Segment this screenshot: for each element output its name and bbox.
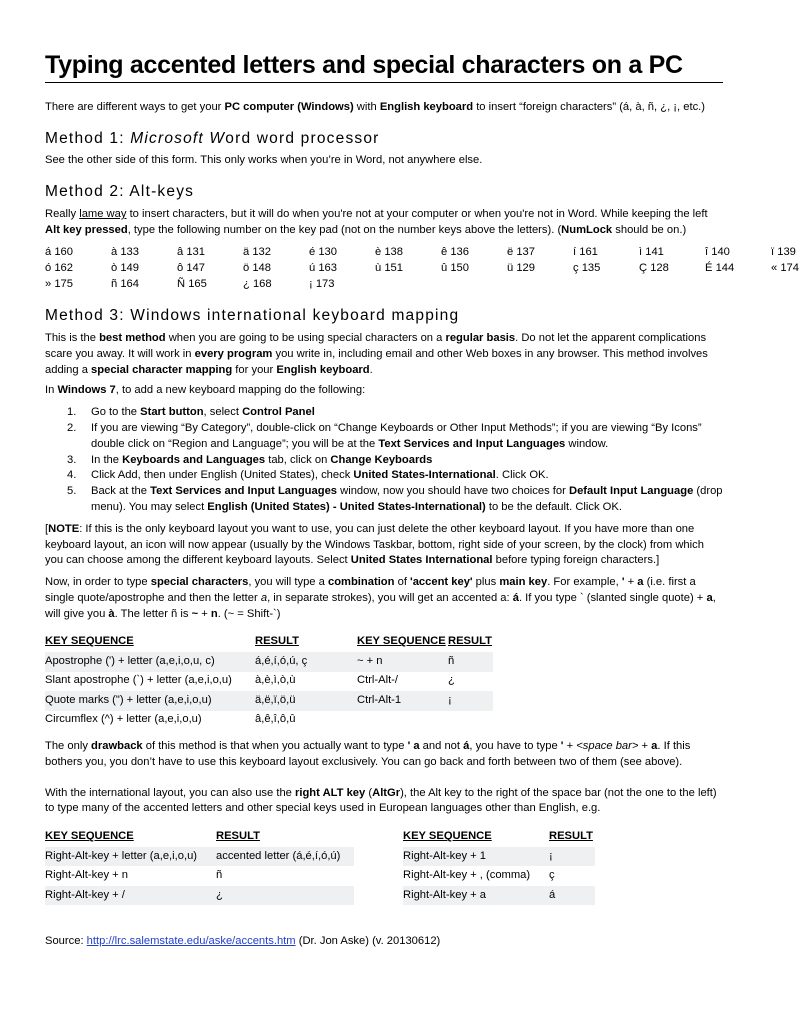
table-cell: ~ + n: [357, 652, 448, 672]
alt-code: ê 136: [441, 245, 469, 258]
column-header: KEY SEQUENCE: [403, 830, 492, 843]
alt-code: « 174: [771, 261, 799, 274]
table-cell: Quote marks (") + letter (a,e,i,o,u): [45, 691, 255, 711]
method1-heading: Method 1: Microsoft Word word processor: [45, 130, 380, 147]
table-cell: [448, 711, 493, 731]
drawback-paragraph: The only drawback of this method is that when you actually want to type ' a and not á, you have to type ' + <space bar> + a. If this bothers you, you don’t have to use this keyboard layout exclusively. You can go back and forth between two of them (see above).: [45, 740, 691, 768]
table-cell: Right-Alt-key + 1: [403, 847, 549, 867]
table-cell: ä,ë,ï,ö,ü: [255, 691, 357, 711]
table-row: [45, 886, 595, 906]
step-item: 3. In the Keyboards and Languages tab, click on Change Keyboards: [67, 453, 433, 466]
alt-code: ò 149: [111, 261, 139, 274]
altgr-paragraph: With the international layout, you can also use the right ALT key (AltGr), the Alt key to the right of the space bar (not the one to the left) to type many of the accented letters and other special keys used in European languages other than English, e.g.: [45, 786, 717, 815]
method3-heading: Method 3: Windows international keyboard mapping: [45, 307, 460, 324]
table-cell: Right-Alt-key + , (comma): [403, 869, 531, 882]
alt-code: ä 132: [243, 245, 271, 258]
table-cell: à,è,ì,ò,ù: [255, 674, 296, 687]
altgr-table: [45, 827, 595, 905]
steps-list: [45, 405, 723, 516]
table-row: [45, 866, 595, 886]
source-link[interactable]: http://lrc.salemstate.edu/aske/accents.htm: [86, 935, 296, 947]
alt-code: â 131: [177, 245, 205, 258]
table-gap: [354, 827, 403, 847]
alt-code: ö 148: [243, 261, 271, 274]
table-cell: Right-Alt-key + letter (a,e,i,o,u): [45, 847, 216, 867]
table-cell: Circumflex (^) + letter (a,e,i,o,u): [45, 713, 202, 726]
combination-paragraph: Now, in order to type special characters, you will type a combination of 'accent key' plus main key. For example, ' + a (i.e. first a single quote/apostrophe and then the letter a, in separate strokes), you will get an accented a: á. If you type ` (slanted single quote) + a, will give you à. The letter ñ is ~ + n. (~ = Shift-`): [45, 576, 716, 620]
note-paragraph: [NOTE: If this is the only keyboard layout you want to use, you can just delete the other keyboard layout. If you have more than one keyboard layout, an icon will now appear (usually by the Windows Taskbar, bottom, right side of your screen, by the clock) from which you can choose among the different keyboard layouts. Select United States International before typing foreign characters.]: [45, 522, 704, 567]
table-cell: ¿: [448, 674, 455, 687]
table-header-row: [45, 633, 493, 653]
table-cell: accented letter (á,é,í,ó,ú): [216, 847, 354, 867]
table-cell: á,é,í,ó,ú, ç: [255, 652, 357, 672]
column-header: RESULT: [448, 635, 492, 648]
column-header: RESULT: [255, 635, 299, 648]
method1-section: [45, 129, 723, 169]
alt-code: É 144: [705, 261, 735, 274]
alt-code: è 138: [375, 245, 403, 258]
table-cell: ñ: [216, 869, 223, 882]
alt-code: í 161: [573, 245, 598, 258]
alt-code-row: [45, 245, 796, 261]
alt-code: é 130: [309, 245, 337, 258]
table-cell: Ctrl-Alt-/: [357, 674, 399, 687]
alt-code: » 175: [45, 277, 73, 290]
method3-intro: This is the best method when you are going to be using special characters on a regular basis. Do not let the apparent complications scare you away. It will work in every program you write in, including email and other Web boxes in any browser. This method involves adding a special character mapping for your English keyboard.: [45, 332, 708, 376]
table-cell: Slant apostrophe (`) + letter (a,e,i,o,u): [45, 674, 232, 687]
column-header: KEY SEQUENCE: [45, 830, 134, 843]
table-cell: á: [549, 886, 595, 906]
alt-code: ñ 164: [111, 277, 139, 290]
method3-section: [45, 306, 723, 905]
step-item: 2. If you are viewing “By Category”, double-click on “Change Keyboards or Other Input Methods”; if you are viewing “By Icons” double click on “Region and Language”; you will be at the Text Services and Input Languages window.: [67, 421, 702, 450]
table-cell: Right-Alt-key + a: [403, 886, 549, 906]
windows7-text: In Windows 7, to add a new keyboard mapping do the following:: [45, 384, 366, 397]
alt-code: ú 163: [309, 261, 337, 274]
intro-paragraph: There are different ways to get your PC computer (Windows) with English keyboard to insert “foreign characters” (á, à, ñ, ¿, ¡, etc.): [45, 101, 705, 113]
method2-section: [45, 182, 799, 293]
alt-code: á 160: [45, 245, 73, 258]
table-cell: Apostrophe (') + letter (a,e,i,o,u, c): [45, 652, 255, 672]
method2-heading: Method 2: Alt-keys: [45, 183, 195, 200]
table-cell: ¿: [216, 886, 354, 906]
step-item: 1. Go to the Start button, select Control Panel: [67, 406, 315, 419]
table-row: [45, 691, 493, 711]
table-gap: [354, 866, 403, 886]
method2-text: Really lame way to insert characters, but it will do when you're not at your computer or when you're not in Word. While keeping the left Alt key pressed, type the following number on the key pad (not on the number keys above the letters). (NumLock should be on.): [45, 208, 708, 236]
table-cell: [357, 711, 448, 731]
alt-code: ù 151: [375, 261, 403, 274]
table-cell: Right-Alt-key + /: [45, 886, 216, 906]
column-header: KEY SEQUENCE: [45, 635, 134, 648]
title-divider: [45, 82, 723, 83]
alt-code: Ç 128: [639, 261, 669, 274]
table-cell: Right-Alt-key + n: [45, 869, 129, 882]
key-sequence-table: [45, 633, 493, 731]
page-title: Typing accented letters and special characters on a PC: [45, 51, 683, 79]
alt-code: ü 129: [507, 261, 535, 274]
alt-code: Ñ 165: [177, 277, 207, 290]
table-cell: ñ: [448, 652, 493, 672]
table-row: [45, 847, 595, 867]
alt-code: ¡ 173: [309, 277, 335, 290]
step-item: 4. Click Add, then under English (United States), check United States-International. Click OK.: [67, 469, 549, 482]
alt-code-row: [45, 277, 723, 293]
column-header: RESULT: [216, 830, 260, 843]
alt-code: ì 141: [639, 245, 664, 258]
column-header: RESULT: [549, 830, 593, 843]
table-row: [45, 672, 493, 692]
source-line: Source: http://lrc.salemstate.edu/aske/accents.htm (Dr. Jon Aske) (v. 20130612): [45, 935, 441, 947]
alt-code: ô 147: [177, 261, 205, 274]
method1-text: See the other side of this form. This only works when you’re in Word, not anywhere else.: [45, 154, 483, 166]
alt-code: ¿ 168: [243, 277, 272, 290]
table-row: [45, 711, 493, 731]
alt-code: ç 135: [573, 261, 601, 274]
alt-code: î 140: [705, 245, 730, 258]
alt-code: ó 162: [45, 261, 73, 274]
table-gap: [354, 886, 403, 906]
table-cell: Ctrl-Alt-1: [357, 691, 448, 711]
alt-code-list: [45, 245, 799, 293]
alt-code: ë 137: [507, 245, 535, 258]
alt-code: ï 139: [771, 245, 796, 258]
column-header: KEY SEQUENCE: [357, 635, 446, 648]
alt-code-row: [45, 261, 799, 277]
alt-code: à 133: [111, 245, 139, 258]
table-cell: ¡: [549, 847, 595, 867]
table-cell: â,ê,î,ô,û: [255, 713, 296, 726]
step-item: 5. Back at the Text Services and Input Languages window, now you should have two choices for Default Input Language (drop menu). You may select English (United States) - United States-International) to be the default. Click OK.: [67, 485, 723, 513]
table-cell: ¡: [448, 691, 493, 711]
table-cell: ç: [549, 869, 555, 882]
table-row: [45, 652, 493, 672]
alt-code: û 150: [441, 261, 469, 274]
table-gap: [354, 847, 403, 867]
table-header-row: [45, 827, 595, 847]
